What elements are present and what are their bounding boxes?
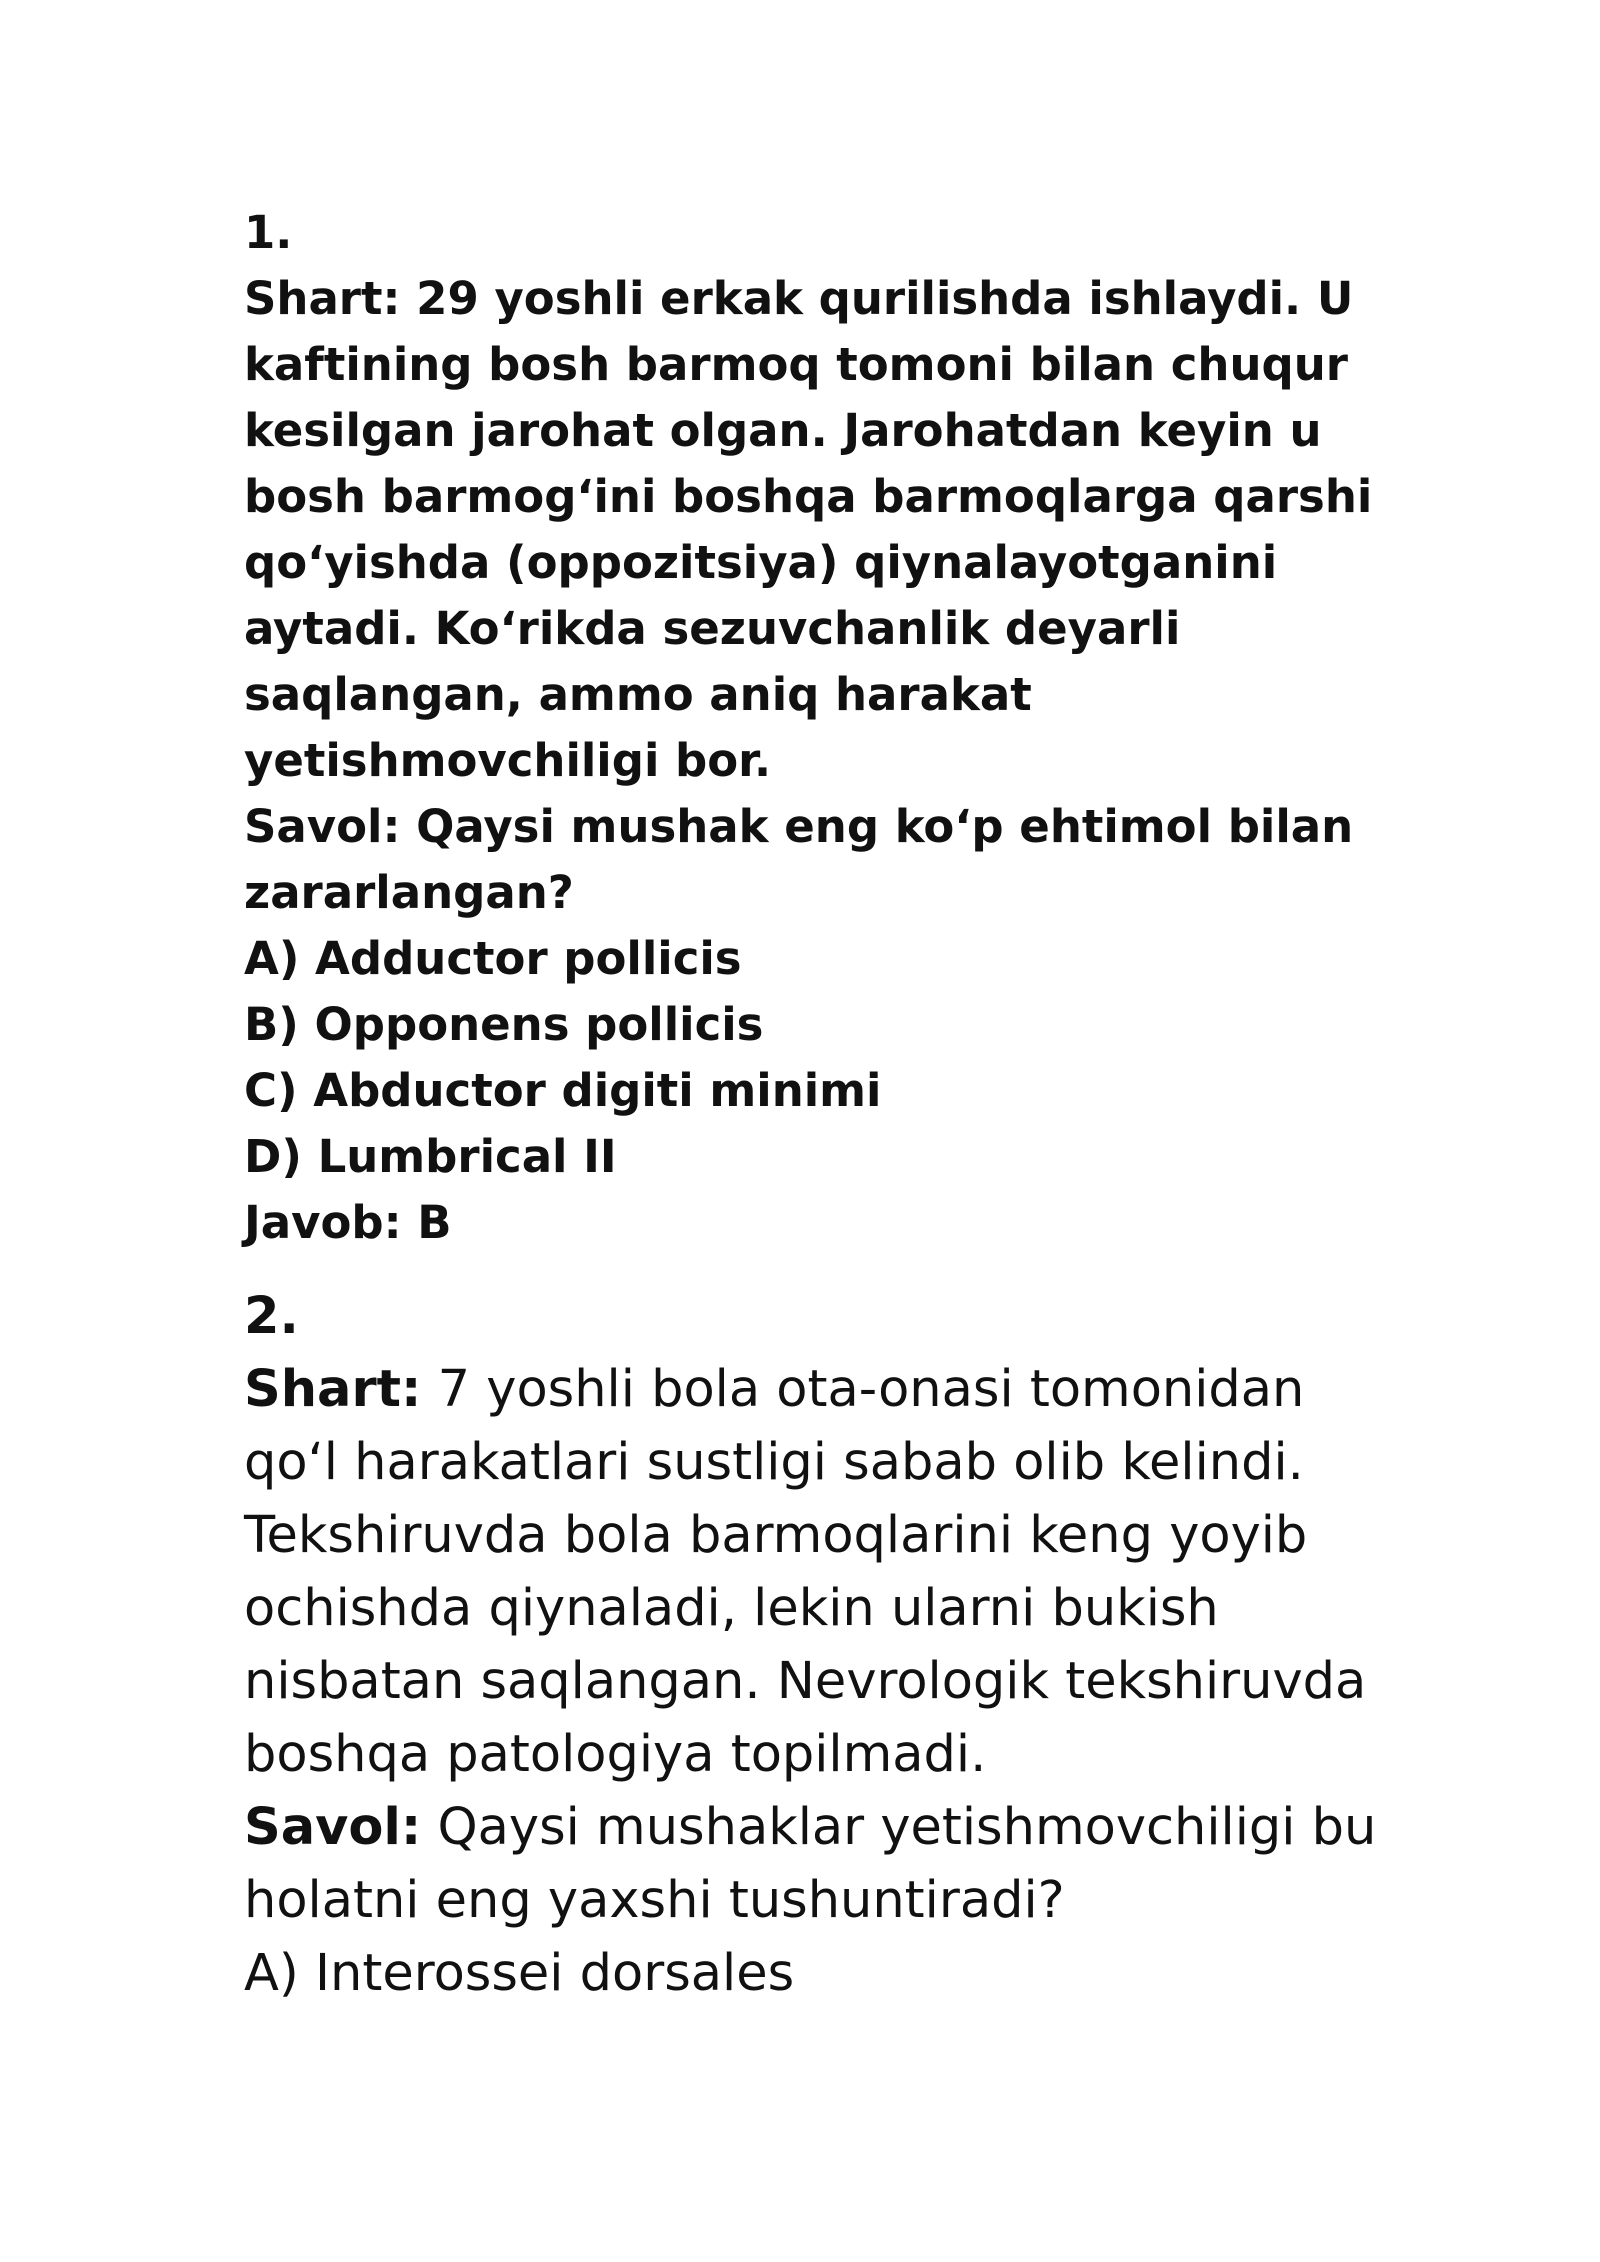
question-1 bbox=[244, 200, 1404, 1256]
condition-line: Shart: 29 yoshli erkak qurilishda ishlaydi. U bbox=[244, 272, 1354, 325]
answer-option-b: B) Opponens pollicis bbox=[244, 998, 764, 1051]
condition-line: kesilgan jarohat olgan. Jarohatdan keyin u bbox=[244, 404, 1322, 457]
question-line bbox=[244, 1791, 1404, 1864]
condition-line: qo‘l harakatlari sustligi sabab olib kelindi. bbox=[244, 1433, 1304, 1492]
question-line: holatni eng yaxshi tushuntiradi? bbox=[244, 1871, 1065, 1930]
condition-line: saqlangan, ammo aniq harakat bbox=[244, 668, 1032, 721]
condition-line: yetishmovchiligi bor. bbox=[244, 734, 772, 787]
answer-key: Javob: B bbox=[244, 1196, 452, 1249]
answer-option-a: A) Adductor pollicis bbox=[244, 932, 742, 985]
answer-option-d: D) Lumbrical II bbox=[244, 1130, 617, 1183]
condition-line: boshqa patologiya topilmadi. bbox=[244, 1725, 987, 1784]
condition-label: Shart: bbox=[244, 1360, 422, 1419]
question-line: zararlangan? bbox=[244, 866, 574, 919]
question-number: 1. bbox=[244, 206, 293, 259]
question-text: Qaysi mushaklar yetishmovchiligi bu bbox=[421, 1798, 1377, 1857]
condition-line: ochishda qiynaladi, lekin ularni bukish bbox=[244, 1579, 1219, 1638]
condition-line bbox=[244, 1353, 1404, 1426]
condition-line: nisbatan saqlangan. Nevrologik tekshiruvda bbox=[244, 1652, 1367, 1711]
answer-option-a: A) Interossei dorsales bbox=[244, 1944, 795, 2003]
answer-option-c: C) Abductor digiti minimi bbox=[244, 1064, 882, 1117]
question-label: Savol: bbox=[244, 1798, 422, 1857]
question-line: Savol: Qaysi mushak eng ko‘p ehtimol bilan bbox=[244, 800, 1354, 853]
question-number: 2. bbox=[244, 1287, 299, 1346]
condition-line: aytadi. Ko‘rikda sezuvchanlik deyarli bbox=[244, 602, 1181, 655]
document-page bbox=[244, 200, 1404, 2010]
condition-line: kaftining bosh barmoq tomoni bilan chuqur bbox=[244, 338, 1348, 391]
condition-line: qo‘yishda (oppozitsiya) qiynalayotganini bbox=[244, 536, 1278, 589]
condition-line: Tekshiruvda bola barmoqlarini keng yoyib bbox=[244, 1506, 1308, 1565]
condition-line: bosh barmog‘ini boshqa barmoqlarga qarshi bbox=[244, 470, 1373, 523]
condition-text: 7 yoshli bola ota-onasi tomonidan bbox=[421, 1360, 1305, 1419]
question-2 bbox=[244, 1280, 1404, 2010]
